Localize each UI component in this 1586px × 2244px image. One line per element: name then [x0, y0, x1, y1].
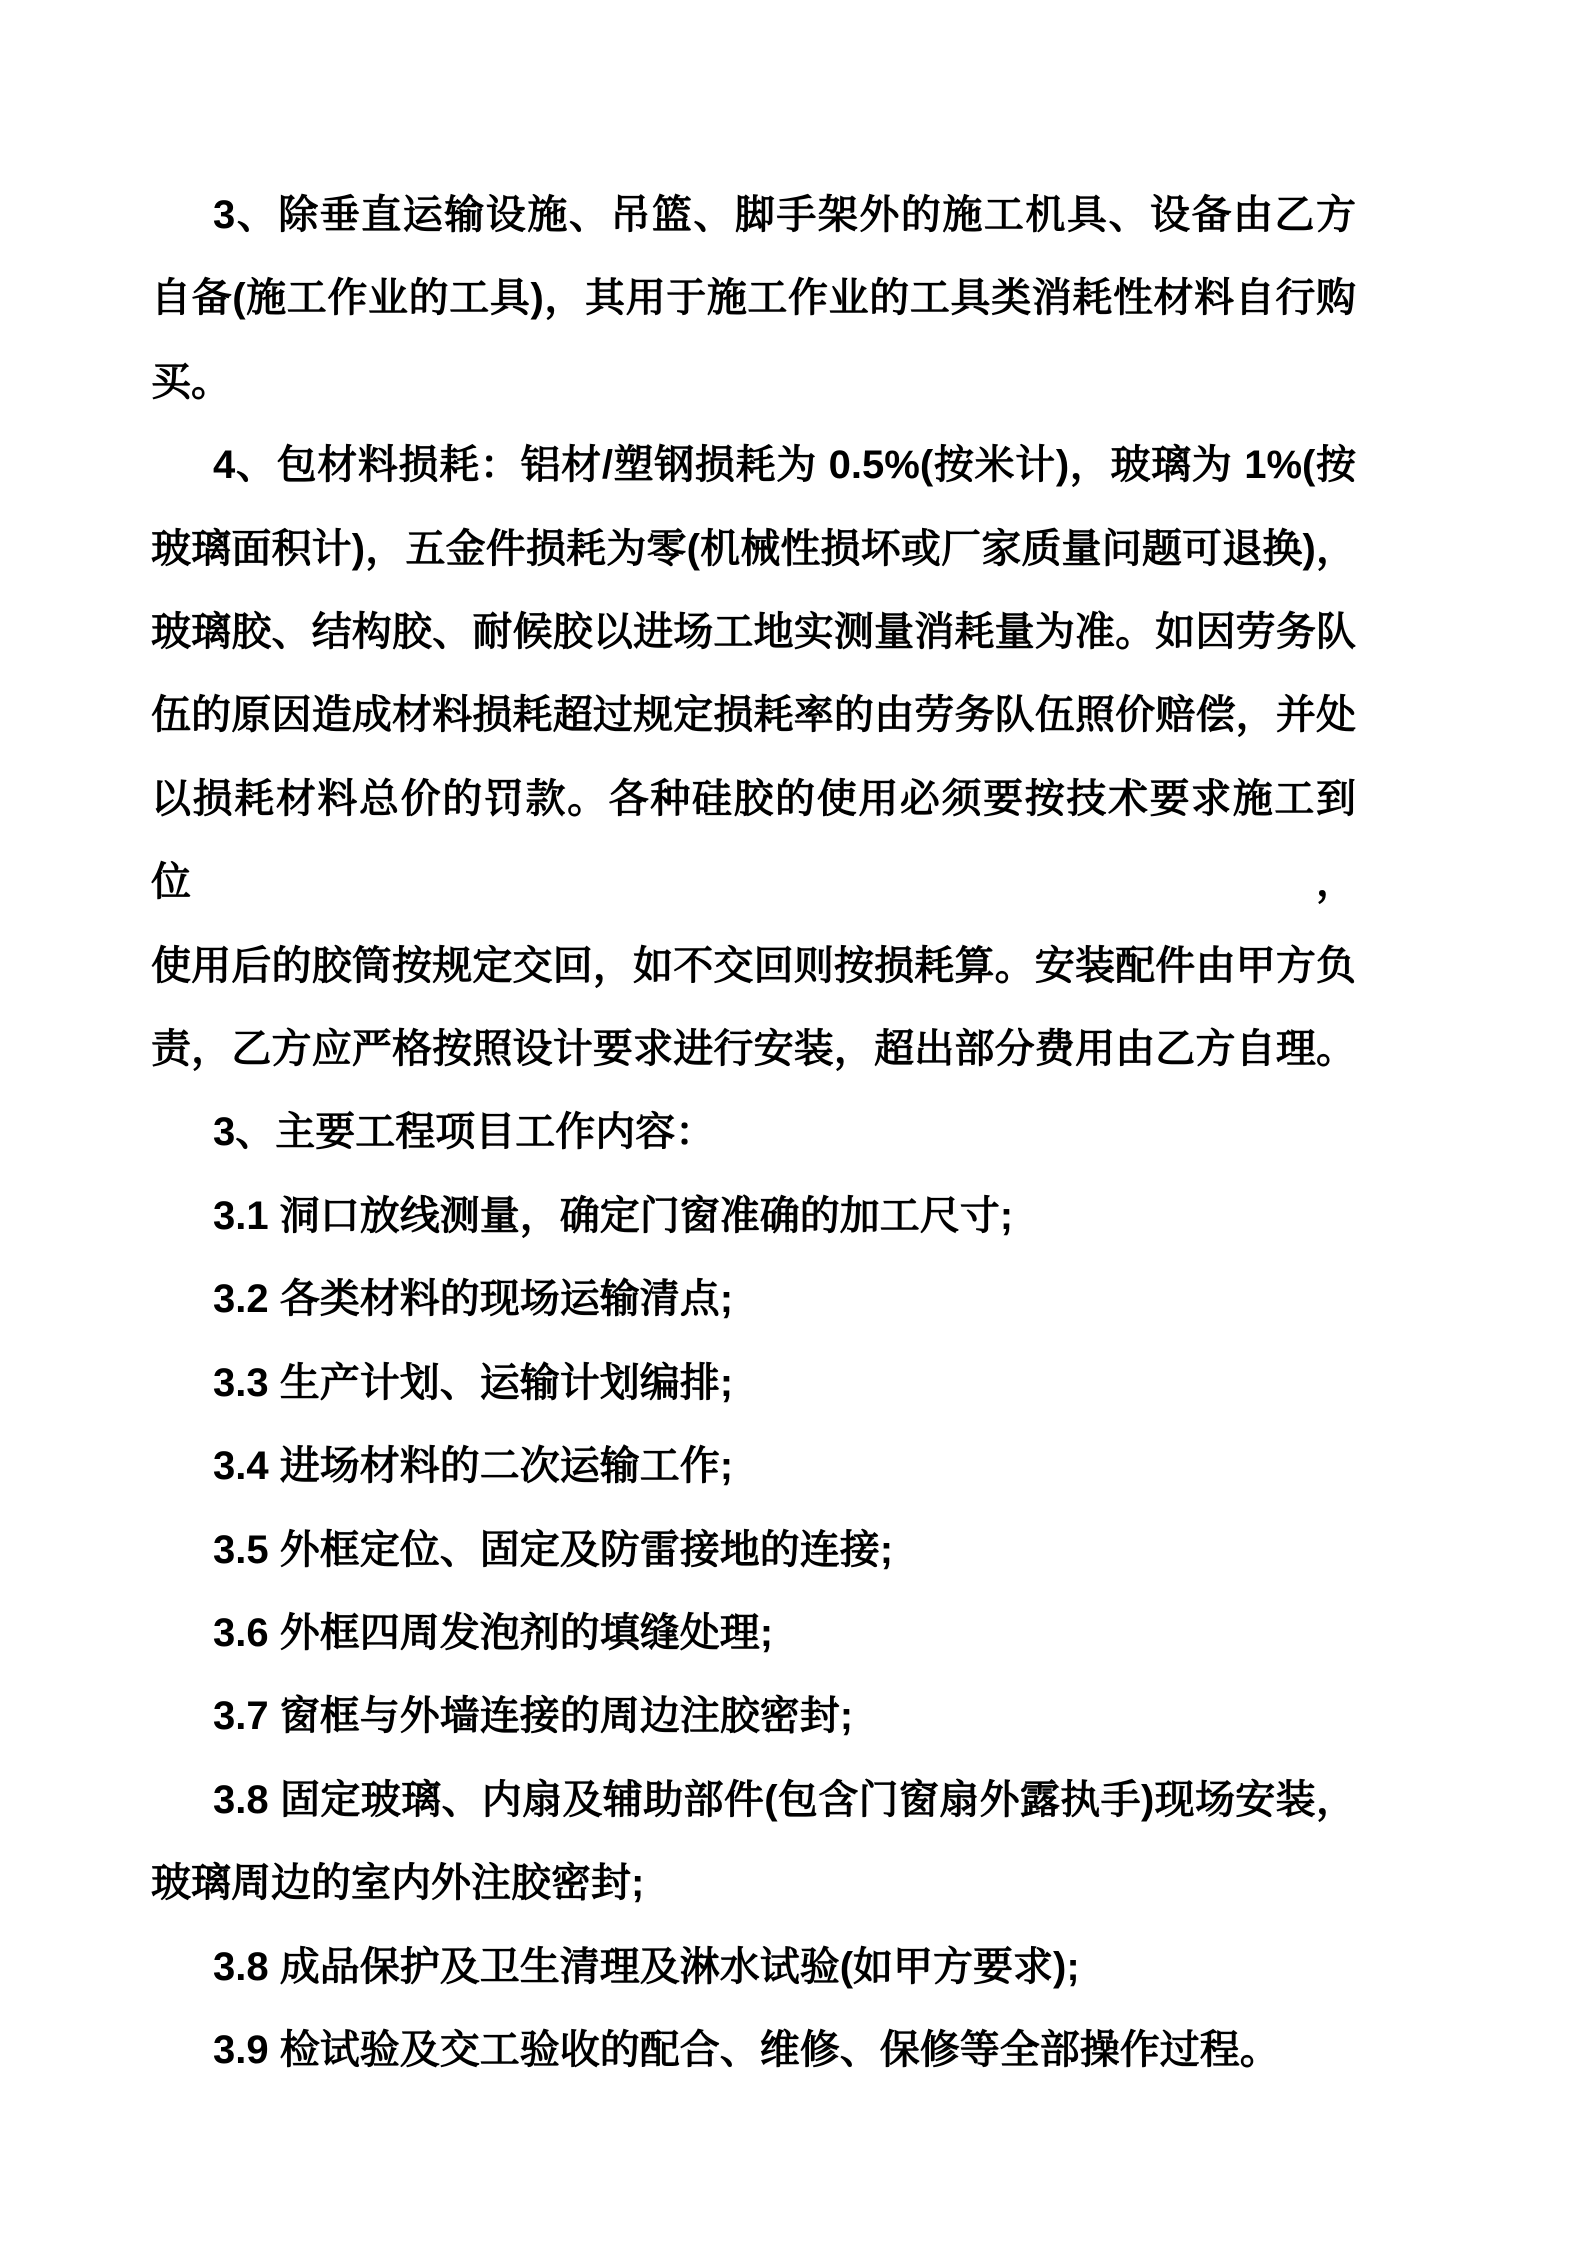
document-body: [151, 174, 1356, 2092]
document-line: 3.4 进场材料的二次运输工作;: [213, 1444, 734, 1489]
document-line: 3.8 固定玻璃、内扇及辅助部件(包含门窗扇外露执手)现场安装，: [213, 1777, 1356, 1822]
document-line: 3.7 窗框与外墙连接的周边注胶密封;: [213, 1694, 854, 1739]
document-line: 3、除垂直运输设施、吊篮、脚手架外的施工机具、设备由乙方: [213, 193, 1356, 237]
document-line: 3.5 外框定位、固定及防雷接地的连接;: [213, 1527, 894, 1572]
document-line: 以损耗材料总价的罚款。各种硅胶的使用必须要按技术要求施工到位，: [151, 776, 1356, 905]
document-line: 伍的原因造成材料损耗超过规定损耗率的由劳务队伍照价赔偿，并处: [151, 693, 1356, 738]
document-line: 使用后的胶筒按规定交回，如不交回则按损耗算。安装配件由甲方负: [151, 943, 1356, 988]
document-line: 3.1 洞口放线测量，确定门窗准确的加工尺寸;: [213, 1193, 1014, 1238]
document-line: 自备(施工作业的工具)，其用于施工作业的工具类消耗性材料自行购: [151, 276, 1356, 321]
document-line: 买。: [151, 359, 231, 404]
document-line: 3.8 成品保护及卫生清理及淋水试验(如甲方要求);: [213, 1944, 1080, 1989]
document-line: 3.3 生产计划、运输计划编排;: [213, 1360, 734, 1405]
document-line: 3.9 检试验及交工验收的配合、维修、保修等全部操作过程。: [213, 2027, 1280, 2072]
document-line: 玻璃周边的室内外注胶密封;: [151, 1861, 645, 1906]
document-line: 玻璃胶、结构胶、耐候胶以进场工地实测量消耗量为准。如因劳务队: [151, 610, 1356, 655]
document-line: 3.2 各类材料的现场运输清点;: [213, 1277, 734, 1322]
document-line: 玻璃面积计)，五金件损耗为零(机械性损坏或厂家质量问题可退换)，: [151, 526, 1356, 571]
document-line: 责，乙方应严格按照设计要求进行安装，超出部分费用由乙方自理。: [151, 1027, 1356, 1072]
document-line: 3、主要工程项目工作内容：: [213, 1110, 716, 1155]
document-line: 3.6 外框四周发泡剂的填缝处理;: [213, 1610, 774, 1655]
document-line: 4、包材料损耗：铝材/塑钢损耗为 0.5%(按米计)，玻璃为 1%(按: [213, 443, 1356, 488]
